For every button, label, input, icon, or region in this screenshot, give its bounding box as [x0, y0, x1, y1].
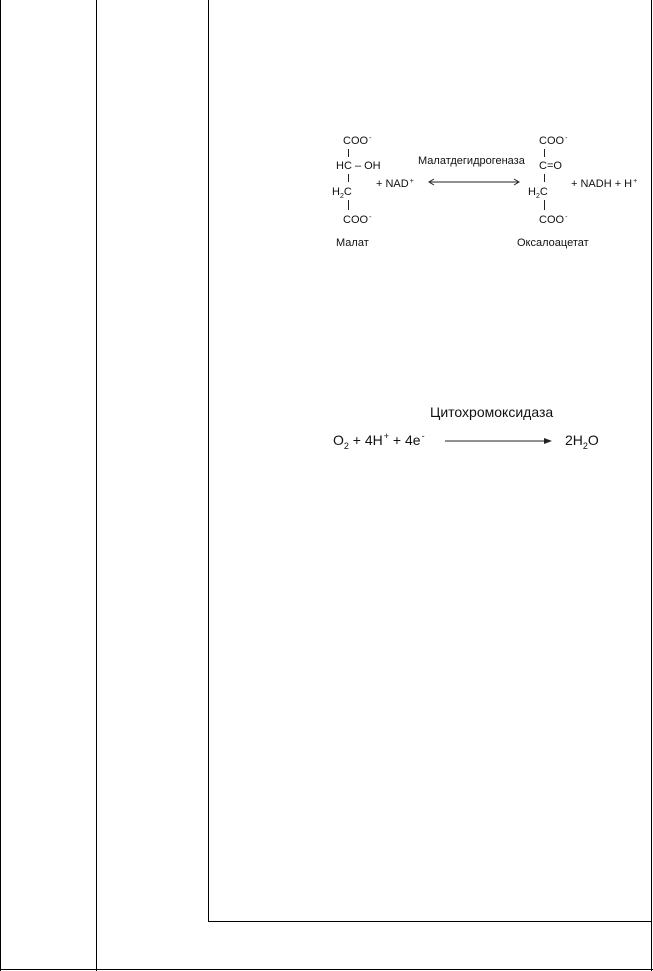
malate-top-carboxyl: COO- [343, 135, 372, 147]
oxaloacetate-bond-2 [544, 174, 545, 182]
malate-bottom-carboxyl: COO- [343, 214, 372, 226]
malate-dehydrogenase-reaction [0, 0, 653, 300]
forward-arrow-icon [444, 436, 554, 446]
malate-label: Малат [336, 237, 369, 249]
nadh-products: + NADH + H+ [571, 178, 638, 190]
oxaloacetate-bond-1 [544, 149, 545, 157]
oxaloacetate-top-carboxyl: COO- [539, 135, 568, 147]
oxaloacetate-methylene-row: $H_2C$ [528, 186, 548, 200]
water-product: $2H_2O$ [565, 432, 599, 451]
malate-bond-2 [348, 174, 349, 182]
content-cell-bottom-border [208, 921, 652, 922]
malate-bond-1 [348, 149, 349, 157]
oxaloacetate-bottom-carboxyl: COO- [539, 214, 568, 226]
table-bottom-border [0, 969, 653, 970]
oxaloacetate-label: Оксалоацетат [517, 237, 589, 249]
oxaloacetate-bond-3 [544, 200, 545, 210]
cytochrome-oxidase-reaction [0, 380, 653, 480]
malate-bond-3 [348, 200, 349, 210]
malate-dehydrogenase-label: Малатдегидрогеназа [418, 155, 525, 167]
malate-hydroxyl-row: HC – OH [336, 160, 381, 172]
malate-methylene-row: $H_2C$ [332, 186, 352, 200]
nad-reagent: + NAD+ [376, 178, 414, 190]
reactants: $O_2 + 4H^+ + 4e^-$ [333, 431, 425, 451]
oxaloacetate-keto-row: C=O [539, 160, 562, 172]
reversible-arrow-icon [427, 177, 521, 187]
cytochrome-oxidase-label: Цитохромоксидаза [430, 404, 554, 420]
